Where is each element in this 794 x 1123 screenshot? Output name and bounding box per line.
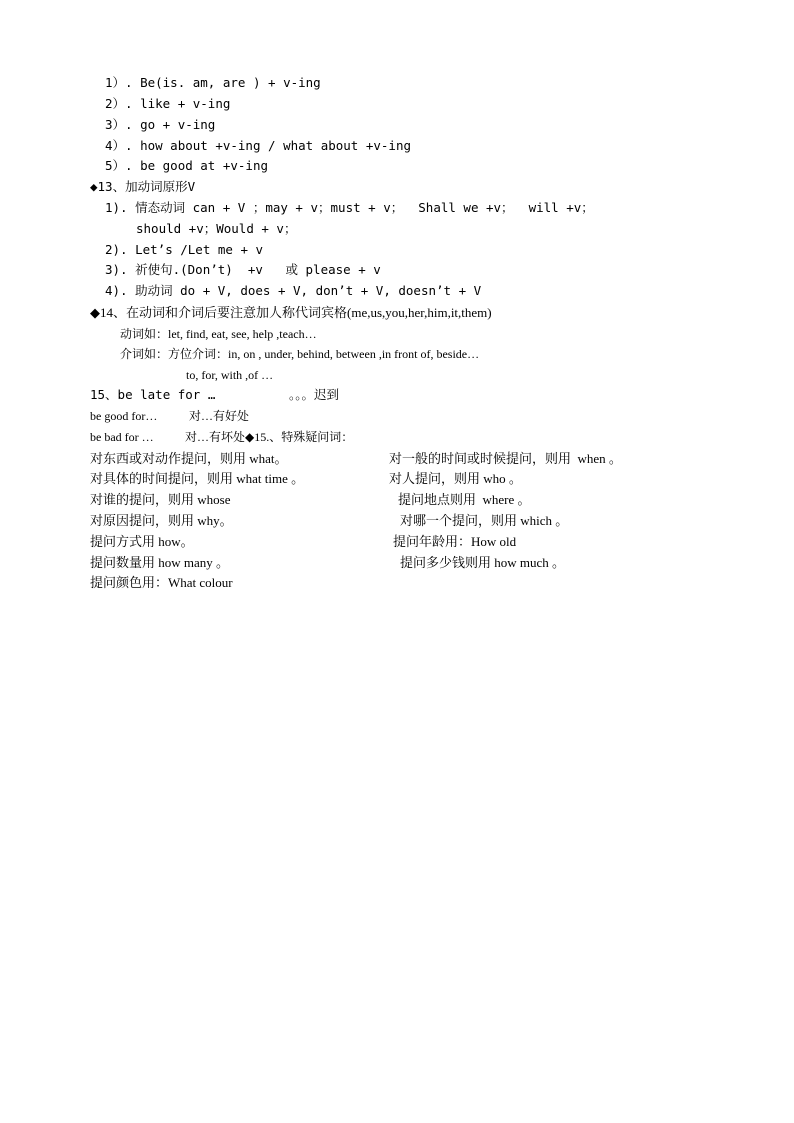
phrase-good-cn: 对…有好处 bbox=[189, 409, 250, 423]
section-13-item-2: 2). Let’s /Let me + v bbox=[105, 242, 264, 257]
question-word-right-1: 对一般的时间或时候提问，则用 when 。 bbox=[389, 451, 622, 466]
section-13-item-4: 4). 助动词 do + V, does + V, don’t + V, doesn’t + V bbox=[105, 283, 482, 298]
section-14-preps: 介词如：方位介词：in, on , under, behind, between ,in front of, beside… bbox=[120, 347, 480, 361]
question-word-left-3: 对谁的提问，则用 whose bbox=[90, 492, 231, 507]
question-word-right-2: 对人提问，则用 who 。 bbox=[389, 471, 522, 486]
section-12-item-1: 1）. Be(is. am, are ) + v-ing bbox=[105, 75, 321, 90]
question-word-left-1: 对东西或对动作提问，则用 what。 bbox=[90, 451, 288, 466]
section-15-late-meaning: 。。。迟到 bbox=[289, 387, 340, 402]
phrase-good-en: be good for… bbox=[90, 409, 158, 423]
section-15-late-phrase: 15、be late for … bbox=[90, 387, 216, 402]
section-12-item-4: 4）. how about +v-ing / what about +v-ing bbox=[105, 138, 411, 153]
section-13-item-3: 3). 祈使句.(Don’t) +v 或 please + v bbox=[105, 262, 381, 277]
section-12-item-3: 3）. go + v-ing bbox=[105, 117, 216, 132]
question-word-right-6: 提问多少钱则用 how much 。 bbox=[400, 555, 566, 570]
section-14-preps-cont: to, for, with ,of … bbox=[186, 368, 274, 382]
section-13-heading: ◆13、加动词原形V bbox=[90, 179, 196, 194]
question-word-left-6: 提问数量用 how many 。 bbox=[90, 555, 230, 570]
question-word-left-5: 提问方式用 how。 bbox=[90, 534, 194, 549]
section-14-verbs: 动词如：let, find, eat, see, help ,teach… bbox=[120, 327, 317, 341]
section-12-item-2: 2）. like + v-ing bbox=[105, 96, 231, 111]
phrase-bad-cn: 对…有坏处◆15.、特殊疑问词： bbox=[185, 430, 354, 444]
section-12-item-5: 5）. be good at +v-ing bbox=[105, 158, 269, 173]
question-word-left-2: 对具体的时间提问，则用 what time 。 bbox=[90, 471, 305, 486]
section-13-item-1-cont: should +v；Would + v； bbox=[136, 221, 297, 236]
question-word-right-5: 提问年龄用：How old bbox=[393, 534, 517, 549]
question-word-right-4: 对哪一个提问，则用 which 。 bbox=[400, 513, 569, 528]
question-word-left-7: 提问颜色用：What colour bbox=[90, 575, 233, 590]
question-word-left-4: 对原因提问，则用 why。 bbox=[90, 513, 233, 528]
phrase-bad-en: be bad for … bbox=[90, 430, 154, 444]
question-word-right-3: 提问地点则用 where 。 bbox=[398, 492, 531, 507]
section-14-heading: ◆14、在动词和介词后要注意加人称代词宾格(me,us,you,her,him,it,them) bbox=[90, 305, 492, 320]
section-13-item-1: 1). 情态动词 can + V ；may + v；must + v； Shall we +v； will +v； bbox=[105, 200, 594, 215]
